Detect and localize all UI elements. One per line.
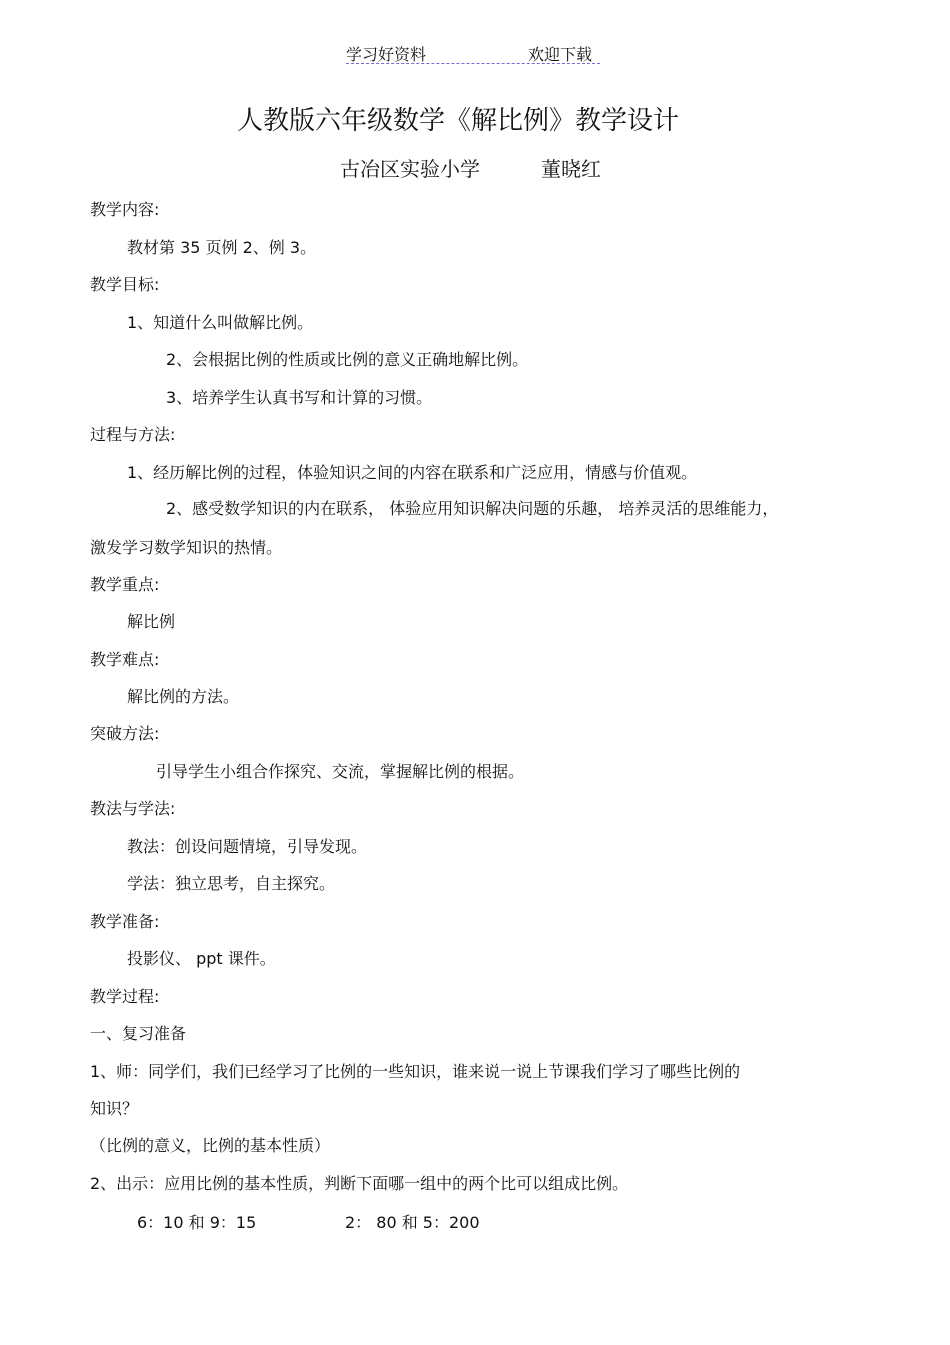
body-line: 学法：独立思考，自主探究。 [127, 874, 336, 893]
body-line: （比例的意义，比例的基本性质） [90, 1136, 331, 1155]
section-heading: 教学准备: [90, 912, 160, 931]
body-line: 解比例 [127, 612, 176, 631]
section-heading: 教法与学法: [90, 799, 176, 818]
header-right: 欢迎下载 [528, 45, 593, 64]
body-line: 1、知道什么叫做解比例。 [127, 313, 314, 332]
section-heading: 教学难点: [90, 650, 160, 669]
section-heading: 教学重点: [90, 575, 160, 594]
body-line: 1、经历解比例的过程，体验知识之间的内容在联系和广泛应用，情感与价值观。 [127, 463, 698, 482]
body-line: 教法：创设问题情境，引导发现。 [127, 837, 368, 856]
section-heading: 教学目标: [90, 275, 160, 294]
section-heading: 教学内容: [90, 200, 160, 219]
body-line: 2、会根据比例的性质或比例的意义正确地解比例。 [166, 350, 529, 369]
section-heading: 教学过程: [90, 987, 160, 1006]
header-divider [346, 63, 600, 64]
school-name: 古冶区实验小学 [340, 157, 480, 181]
body-line: 知识？ [90, 1099, 139, 1118]
ratio-pair-b: 2： 80 和 5：200 [345, 1213, 480, 1232]
ratio-pair-a: 6：10 和 9：15 [137, 1213, 257, 1232]
body-line: 激发学习数学知识的热情。 [90, 538, 283, 557]
author-name: 董晓红 [541, 157, 601, 181]
body-line: 2、出示：应用比例的基本性质，判断下面哪一组中的两个比可以组成比例。 [90, 1174, 629, 1193]
body-line: 解比例的方法。 [127, 687, 240, 706]
section-heading: 突破方法: [90, 724, 160, 743]
body-line: 引导学生小组合作探究、交流，掌握解比例的根据。 [156, 762, 525, 781]
body-line: 3、培养学生认真书写和计算的习惯。 [166, 388, 433, 407]
body-line: 1、师：同学们，我们已经学习了比例的一些知识，谁来说一说上节课我们学习了哪些比例的 [90, 1062, 741, 1081]
body-line: 2、感受数学知识的内在联系， 体验应用知识解决问题的乐趣， 培养灵活的思维能力， [166, 499, 779, 518]
section-heading: 一、复习准备 [90, 1024, 187, 1043]
body-line: 投影仪、 ppt 课件。 [127, 949, 276, 968]
document-title: 人教版六年级数学《解比例》教学设计 [236, 106, 679, 136]
body-line: 教材第 35 页例 2、例 3。 [127, 238, 317, 257]
header-left: 学习好资料 [346, 45, 427, 64]
section-heading: 过程与方法: [90, 425, 176, 444]
